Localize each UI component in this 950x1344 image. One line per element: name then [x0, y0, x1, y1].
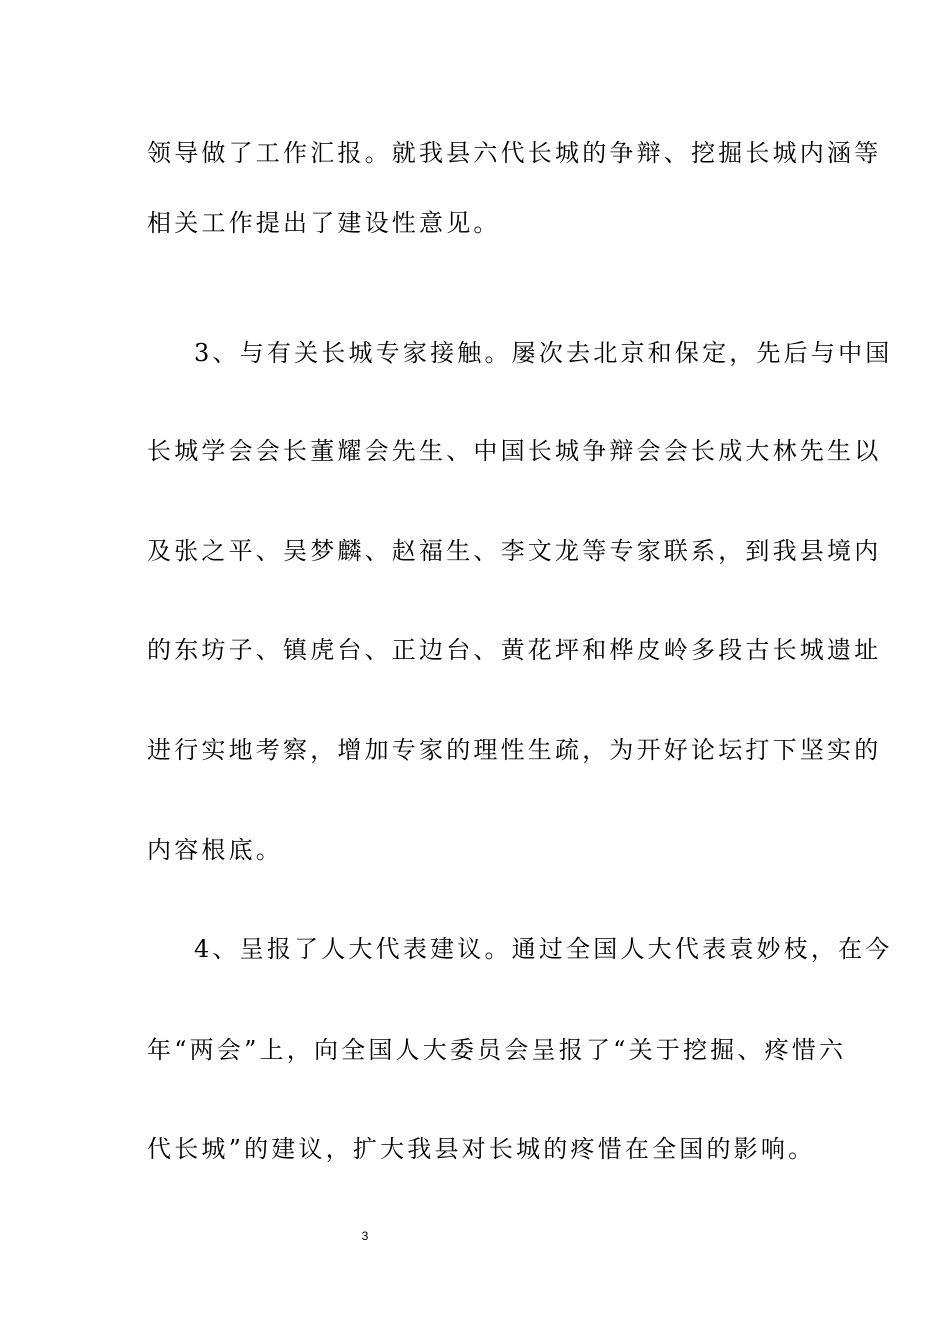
paragraph-line: 进行实地考察，增加专家的理性生疏，为开好论坛打下坚实的: [147, 736, 882, 764]
page-number: 3: [361, 1229, 369, 1243]
paragraph-line: 长城学会会长董耀会先生、中国长城争辩会会长成大林先生以: [147, 437, 882, 465]
paragraph-line: 3、与有关长城专家接触。屡次去北京和保定，先后与中国: [194, 339, 893, 367]
paragraph-line: 内容根底。: [147, 836, 283, 864]
paragraph-line: 年“两会”上，向全国人大委员会呈报了“关于挖掘、疼惜六: [147, 1036, 847, 1064]
paragraph-line: 4、呈报了人大代表建议。通过全国人大代表袁妙枝，在今: [194, 935, 893, 963]
paragraph-line: 代长城”的建议，扩大我县对长城的疼惜在全国的影响。: [147, 1135, 816, 1163]
paragraph-line: 相关工作提出了建设性意见。: [147, 209, 501, 237]
paragraph-line: 及张之平、吴梦麟、赵福生、李文龙等专家联系，到我县境内: [147, 537, 882, 565]
paragraph-line: 的东坊子、镇虎台、正边台、黄花坪和桦皮岭多段古长城遗址: [147, 636, 882, 664]
paragraph-line: 领导做了工作汇报。就我县六代长城的争辩、挖掘长城内涵等: [147, 139, 882, 167]
